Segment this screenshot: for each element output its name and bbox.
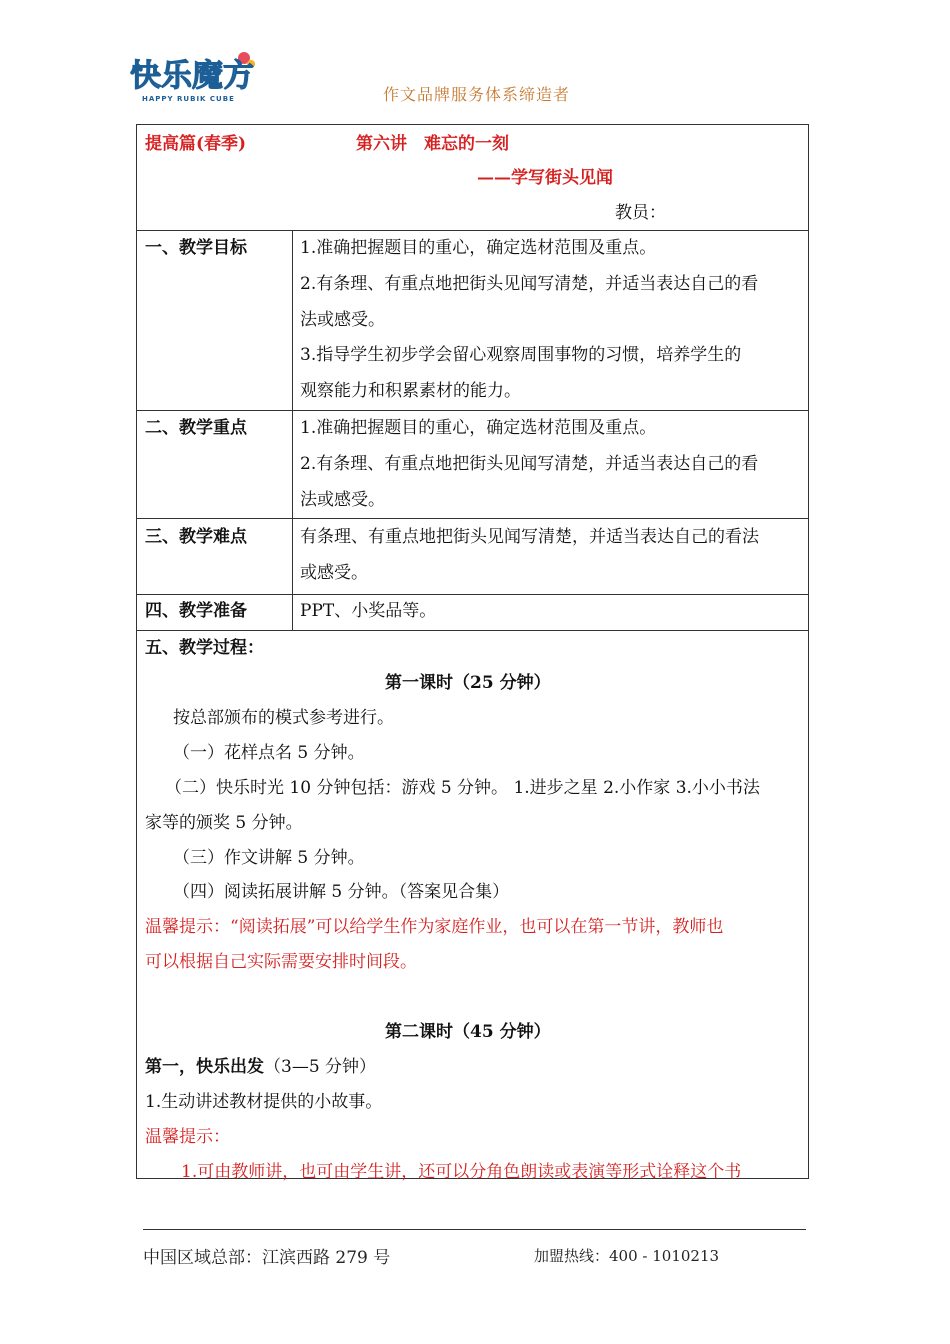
preparation-label: 四、教学准备 xyxy=(145,601,247,621)
lesson1-line: （一）花样点名 5 分钟。 xyxy=(173,743,365,763)
lesson1-line: 家等的颁奖 5 分钟。 xyxy=(145,813,303,833)
tip2-label: 温馨提示： xyxy=(145,1127,230,1147)
footer-hotline: 加盟热线：400 - 1010213 xyxy=(534,1247,720,1265)
lecture-title: 第六讲 难忘的一刻 xyxy=(356,134,509,154)
lesson2-title: 第二课时（45 分钟） xyxy=(385,1022,551,1042)
row-divider xyxy=(137,518,808,519)
teacher-label: 教员： xyxy=(615,203,666,223)
key-points-line: 1.准确把握题目的重心，确定选材范围及重点。 xyxy=(300,418,657,438)
difficulty-label: 三、教学难点 xyxy=(145,527,247,547)
goals-line: 法或感受。 xyxy=(300,310,385,330)
process-label: 五、教学过程： xyxy=(145,638,264,658)
goals-label: 一、教学目标 xyxy=(145,238,247,258)
lesson-plan-table xyxy=(136,124,809,1182)
logo-text: 快乐魔方 xyxy=(130,58,254,94)
tip1-line: 温馨提示：“阅读拓展”可以给学生作为家庭作业，也可以在第一节讲，教师也 xyxy=(145,917,724,937)
tip1-line: 可以根据自己实际需要安排时间段。 xyxy=(145,952,417,972)
brand-slogan: 作文品牌服务体系缔造者 xyxy=(383,85,571,104)
part1-heading: 第一，快乐出发 xyxy=(145,1057,264,1077)
difficulty-line: 有条理、有重点地把街头见闻写清楚，并适当表达自己的看法 xyxy=(300,527,759,547)
row-divider xyxy=(137,410,808,411)
row-divider xyxy=(137,230,808,231)
difficulty-line: 或感受。 xyxy=(300,563,368,583)
key-points-line: 法或感受。 xyxy=(300,490,385,510)
lesson1-line: （三）作文讲解 5 分钟。 xyxy=(173,848,365,868)
lesson1-line: 按总部颁布的模式参考进行。 xyxy=(173,708,394,728)
goals-line: 1.准确把握题目的重心，确定选材范围及重点。 xyxy=(300,238,657,258)
lecture-subtitle: ——学写街头见闻 xyxy=(477,168,613,188)
row-divider xyxy=(137,630,808,631)
row-divider xyxy=(137,594,808,595)
goals-line: 3.指导学生初步学会留心观察周围事物的习惯，培养学生的 xyxy=(300,345,742,365)
course-level: 提高篇(春季) xyxy=(145,134,247,154)
lesson1-line: （四）阅读拓展讲解 5 分钟。（答案见合集） xyxy=(173,882,510,902)
key-points-label: 二、教学重点 xyxy=(145,418,247,438)
preparation-line: PPT、小奖品等。 xyxy=(300,601,437,621)
column-divider xyxy=(292,230,293,630)
goals-line: 观察能力和积累素材的能力。 xyxy=(300,381,521,401)
part1-time: （3—5 分钟） xyxy=(264,1057,377,1077)
brand-logo xyxy=(128,48,258,106)
part1-item: 1.生动讲述教材提供的小故事。 xyxy=(145,1092,383,1112)
footer-divider xyxy=(143,1229,806,1230)
lesson1-line: （二）快乐时光 10 分钟包括：游戏 5 分钟。 1.进步之星 2.小作家 3.小小书法 xyxy=(165,778,760,798)
goals-line: 2.有条理、有重点地把街头见闻写清楚，并适当表达自己的看 xyxy=(300,274,759,294)
lesson1-title: 第一课时（25 分钟） xyxy=(385,673,551,693)
part1-heading-row xyxy=(145,1052,376,1077)
logo-subtext: HAPPY RUBIK CUBE xyxy=(142,95,235,103)
footer-address: 中国区域总部：江滨西路 279 号 xyxy=(143,1248,391,1268)
tip2-line: 1.可由教师讲，也可由学生讲，还可以分角色朗读或表演等形式诠释这个书 xyxy=(181,1162,742,1182)
key-points-line: 2.有条理、有重点地把街头见闻写清楚，并适当表达自己的看 xyxy=(300,454,759,474)
